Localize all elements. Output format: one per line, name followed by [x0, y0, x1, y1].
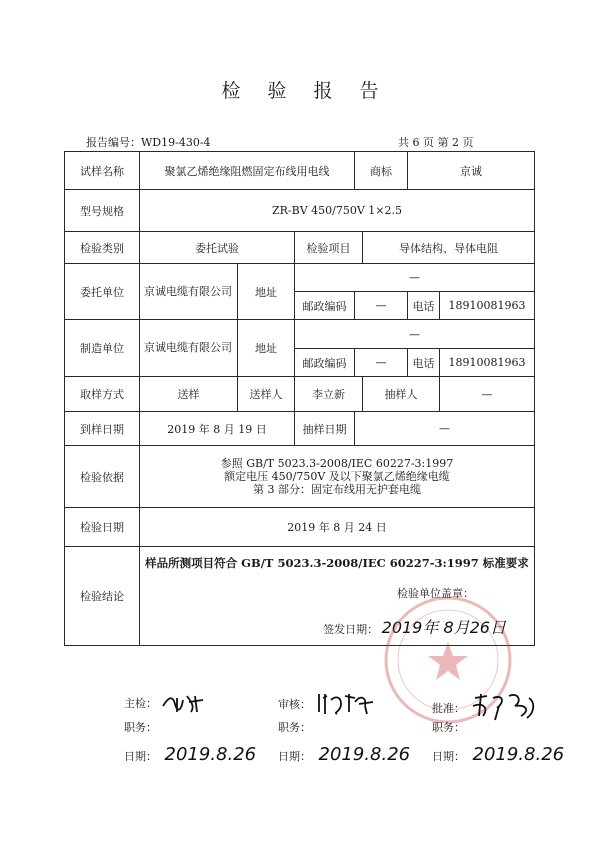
reviewer-position: 职务： [278, 721, 311, 734]
basis-label: 检验依据 [65, 446, 140, 508]
reviewer-date-value: 2019.8.26 [318, 744, 411, 765]
seal-label: 检验单位盖章： [397, 586, 474, 600]
brand-label: 商标 [355, 152, 408, 190]
client-address-label: 地址 [238, 264, 295, 320]
approver-position: 职务： [432, 721, 465, 734]
model-label: 型号规格 [65, 190, 140, 232]
basis-line-3: 第 3 部分：固定布线用无护套电缆 [253, 483, 421, 496]
document-title: 检验报告 [221, 80, 406, 102]
test-date-label: 检验日期 [65, 508, 140, 547]
maker-address-label: 地址 [238, 320, 295, 377]
inspector-date [124, 744, 256, 765]
maker-postcode-value: — [355, 349, 408, 377]
method-label: 取样方式 [65, 377, 140, 412]
type-value: 委托试验 [140, 232, 295, 264]
arrival-value: 2019 年 8 月 19 日 [140, 412, 295, 446]
reviewer-signature-line [278, 692, 375, 716]
client-phone-value: 18910081963 [440, 292, 535, 320]
row-basis [65, 446, 535, 508]
conclusion-cell [140, 547, 535, 646]
maker-phone-label: 电话 [408, 349, 440, 377]
row-conclusion [65, 547, 535, 646]
row-arrival [65, 412, 535, 446]
sample-name-value: 聚氯乙烯绝缘阻燃固定布线用电线 [140, 152, 355, 190]
test-date-value: 2019 年 8 月 24 日 [140, 508, 535, 547]
inspector-signature-line [124, 692, 205, 714]
sender-label: 送样人 [238, 377, 295, 412]
conclusion-label: 检验结论 [65, 547, 140, 646]
issue-date [144, 615, 530, 638]
items-value: 导体结构、导体电阻 [363, 232, 535, 264]
page-info: 共 6 页 第 2 页 [398, 136, 474, 149]
row-method [65, 377, 535, 412]
reviewer-date [278, 744, 410, 765]
reviewer-label: 审核： [278, 698, 311, 711]
sender-value: 李立新 [295, 377, 363, 412]
sampler-value: — [440, 377, 535, 412]
method-value: 送样 [140, 377, 238, 412]
approver-date [432, 744, 564, 765]
conclusion-text: 样品所测项目符合 GB/T 5023.3-2008/IEC 60227-3:1997 标准要求 [145, 555, 529, 570]
client-postcode-label: 邮政编码 [295, 292, 355, 320]
sampling-date-label: 抽样日期 [295, 412, 355, 446]
row-maker-1 [65, 320, 535, 349]
row-type [65, 232, 535, 264]
maker-name: 京诚电缆有限公司 [140, 320, 238, 377]
sample-name-label: 试样名称 [65, 152, 140, 190]
approver-date-label: 日期： [432, 750, 465, 763]
reviewer-signature [315, 692, 375, 716]
basis-line-2: 额定电压 450/750V 及以下聚氯乙烯绝缘电缆 [224, 470, 450, 483]
report-table [64, 151, 535, 646]
client-address-value: — [295, 264, 535, 292]
maker-postcode-label: 邮政编码 [295, 349, 355, 377]
inspector-signature [161, 692, 205, 714]
inspector-label: 主检： [124, 697, 157, 710]
issue-date-label: 签发日期： [323, 622, 379, 636]
inspector-date-label: 日期： [124, 750, 157, 763]
inspector-date-value: 2019.8.26 [164, 744, 257, 765]
brand-value: 京诚 [408, 152, 535, 190]
maker-address-value: — [295, 320, 535, 349]
basis-value [140, 446, 535, 508]
type-label: 检验类别 [65, 232, 140, 264]
client-phone-label: 电话 [408, 292, 440, 320]
reviewer-date-label: 日期： [278, 750, 311, 763]
maker-label: 制造单位 [65, 320, 140, 377]
approver-label: 批准： [432, 702, 465, 715]
client-postcode-value: — [355, 292, 408, 320]
approver-signature [469, 692, 539, 722]
row-test-date [65, 508, 535, 547]
row-sample-name [65, 152, 535, 190]
issue-date-handwritten: 2019年 8月26日 [381, 617, 506, 637]
approver-signature-line [432, 692, 539, 722]
arrival-label: 到样日期 [65, 412, 140, 446]
maker-phone-value: 18910081963 [440, 349, 535, 377]
row-client-1 [65, 264, 535, 292]
approver-date-value: 2019.8.26 [472, 744, 565, 765]
model-value: ZR-BV 450/750V 1×2.5 [140, 190, 535, 232]
row-model [65, 190, 535, 232]
client-label: 委托单位 [65, 264, 140, 320]
basis-line-1: 参照 GB/T 5023.3-2008/IEC 60227-3:1997 [220, 457, 454, 470]
sampling-date-value: — [355, 412, 535, 446]
items-label: 检验项目 [295, 232, 363, 264]
report-number: 报告编号：WD19-430-4 [86, 136, 211, 149]
client-name: 京诚电缆有限公司 [140, 264, 238, 320]
inspector-position: 职务： [124, 721, 157, 734]
sampler-label: 抽样人 [363, 377, 440, 412]
